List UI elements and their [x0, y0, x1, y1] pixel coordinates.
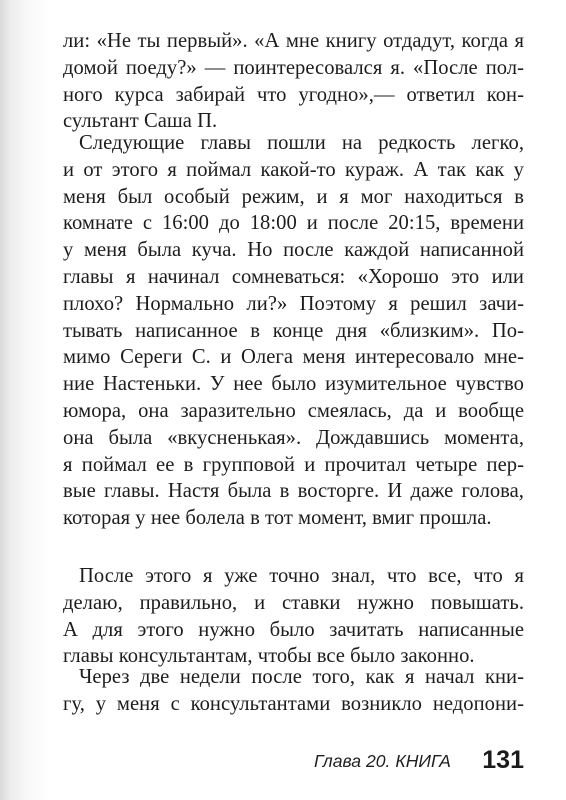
text-line: гу, у меня с консультантами возникло недопони- — [63, 692, 524, 715]
paragraph — [63, 130, 524, 532]
text-line: ли: «Не ты первый». «А мне книгу отдадут, когда я — [63, 30, 524, 52]
text-line: плохо? Нормально ли?» Поэтому я решил зачи- — [63, 292, 524, 315]
text-line: ного курса забирай что угодно»,— ответил кон- — [63, 83, 524, 106]
text-line: тывать написанное в конце дня «близким». По- — [63, 319, 524, 342]
text-line: и от этого я поймал какой-то кураж. А так как у — [63, 158, 524, 181]
text-line: главы я начинал сомневаться: «Хорошо это или — [63, 265, 524, 288]
text-line: у меня была куча. Но после каждой написанной — [63, 239, 524, 262]
text-line: я поймал ее в групповой и прочитал четыре пер- — [63, 453, 524, 476]
text-line: делаю, правильно, и ставки нужно повышать. — [63, 591, 524, 614]
text-line: вые главы. Настя была в восторге. И даже голова, — [63, 480, 524, 503]
text-line: Через две недели после того, как я начал кни- — [79, 666, 524, 688]
text-line: мимо Сереги С. и Олега меня интересовало мне- — [63, 346, 524, 369]
page-footer — [314, 746, 524, 776]
text-line: которая у нее болела в тот момент, вмиг прошла. — [63, 507, 492, 530]
text-line: А для этого нужно было зачитать написанные — [63, 618, 524, 641]
text-line: меня был особый режим, и я мог находиться в — [63, 185, 524, 208]
paragraph — [63, 28, 524, 135]
text-line: сультант Саша П. — [63, 110, 218, 133]
text-line: она была «вкусненькая». Дождавшись момента, — [63, 426, 524, 449]
text-line: юмора, она заразительно смеялась, да и вообще — [63, 399, 524, 422]
text-line: домой поеду?» — поинтересовался я. «После пол- — [63, 56, 524, 79]
text-line: комнате с 16:00 до 18:00 и после 20:15, времени — [63, 212, 524, 235]
running-head: Глава 20. КНИГА — [314, 751, 451, 771]
text-line: ние Настеньки. У нее было изумительное чувство — [63, 373, 524, 396]
paragraph — [63, 563, 524, 670]
text-line: главы консультантам, чтобы все было законно. — [63, 645, 475, 668]
paragraph — [63, 664, 524, 718]
text-line: Следующие главы пошли на редкость легко, — [79, 132, 524, 154]
text-line: После этого я уже точно знал, что все, что я — [79, 565, 524, 587]
page-number: 131 — [482, 746, 524, 774]
